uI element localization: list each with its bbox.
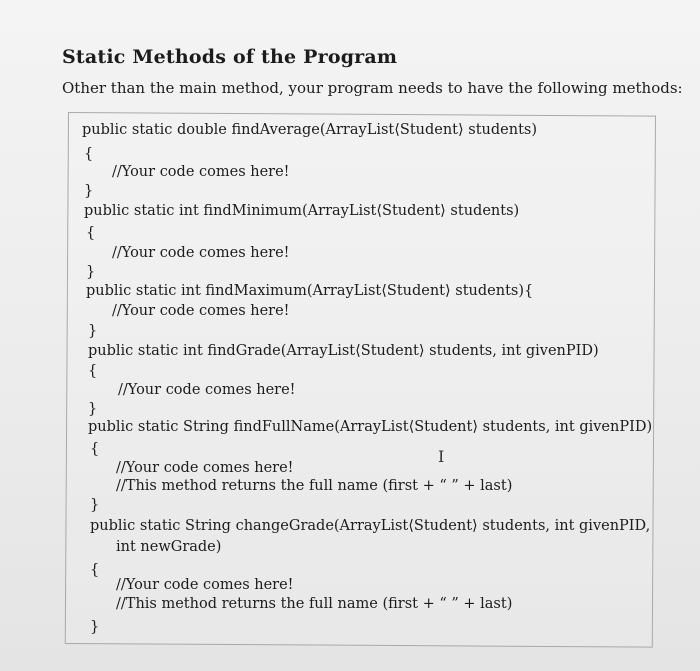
code-line-signature-continuation: int newGrade) [116,539,222,555]
code-line-comment: //This method returns the full name (first + “ ” + last) [116,478,513,494]
code-line-close-brace: } [88,401,98,417]
code-line-close-brace: } [88,323,98,339]
section-heading: Static Methods of the Program [62,46,398,68]
code-line-comment: //Your code comes here! [112,164,290,180]
code-line-find-maximum-signature: public static int findMaximum(ArrayList⟨Student⟩ students){ [86,283,534,299]
code-line-open-brace: { [88,363,98,379]
code-line-comment: //Your code comes here! [116,577,294,593]
code-line-open-brace: { [90,441,100,457]
code-line-find-minimum-signature: public static int findMinimum(ArrayList⟨Student⟩ students) [84,203,520,219]
code-line-comment: //This method returns the full name (first + “ ” + last) [116,596,513,612]
code-line-open-brace: { [90,562,100,578]
intro-text: Other than the main method, your program needs to have the following methods: [62,79,683,97]
code-line-find-full-name-signature: public static String findFullName(ArrayList⟨Student⟩ students, int givenPID) [88,419,653,435]
code-line-close-brace: } [84,183,94,199]
code-line-comment: //Your code comes here! [116,460,294,476]
code-line-open-brace: { [84,146,94,162]
code-line-open-brace: { [86,225,96,241]
code-box [65,112,656,648]
code-line-find-grade-signature: public static int findGrade(ArrayList⟨Student⟩ students, int givenPID) [88,343,599,359]
code-line-close-brace: } [90,497,100,513]
code-line-find-average-signature: public static double findAverage(ArrayList⟨Student⟩ students) [82,122,538,138]
code-line-close-brace: } [86,264,96,280]
code-line-comment: //Your code comes here! [118,382,296,398]
text-cursor-icon: I [438,447,445,466]
code-line-change-grade-signature: public static String changeGrade(ArrayList⟨Student⟩ students, int givenPID, [90,518,651,534]
code-line-close-brace: } [90,619,100,635]
code-line-comment: //Your code comes here! [112,245,290,261]
code-line-comment: //Your code comes here! [112,303,290,319]
